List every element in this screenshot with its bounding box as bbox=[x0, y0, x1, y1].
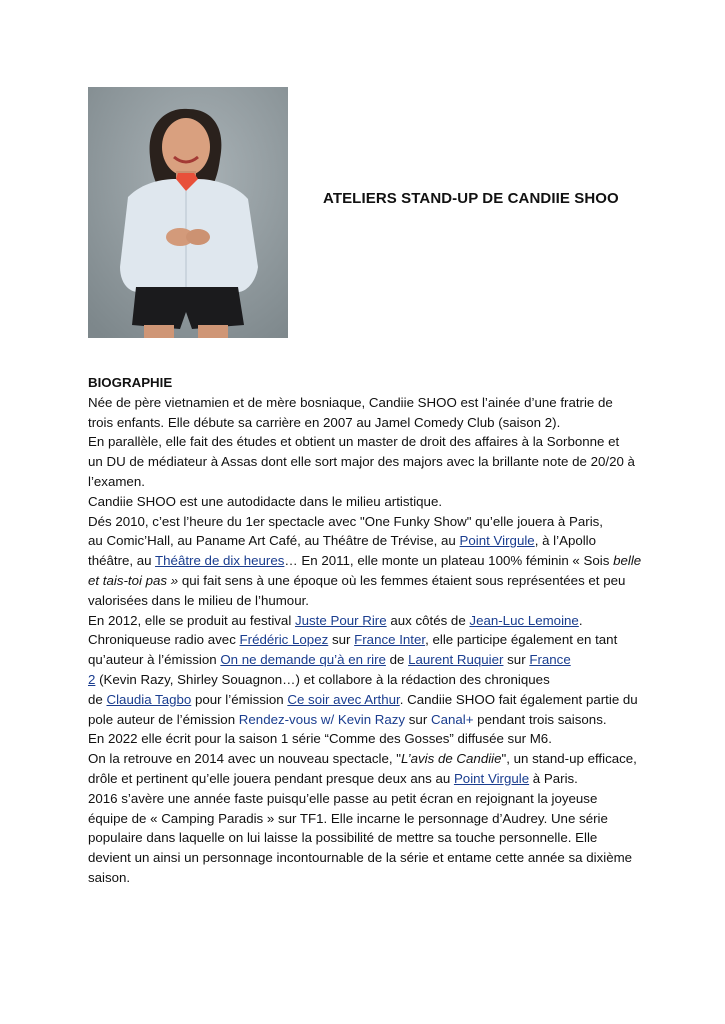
bio-text: saison. bbox=[88, 869, 131, 885]
page-title: ATELIERS STAND-UP DE CANDIIE SHOO bbox=[323, 190, 619, 207]
bio-line bbox=[88, 611, 648, 631]
bio-text: pendant trois saisons. bbox=[473, 711, 607, 727]
bio-link[interactable]: Claudia Tagbo bbox=[106, 691, 192, 707]
bio-link[interactable]: Théâtre de dix heures bbox=[155, 553, 285, 569]
bio-blue-text: Rendez-vous w/ Kevin Razy bbox=[238, 711, 406, 727]
bio-text: … En 2011, elle monte un plateau 100% féminin « Sois bbox=[284, 553, 614, 569]
bio-text: Candiie SHOO est une autodidacte dans le milieu artistique. bbox=[88, 493, 443, 509]
bio-text: au Comic’Hall, au Paname Art Café, au Théâtre de Trévise, au bbox=[88, 533, 460, 549]
bio-link[interactable]: France bbox=[529, 652, 571, 668]
bio-text: l’examen. bbox=[88, 473, 145, 489]
bio-line bbox=[88, 393, 648, 413]
bio-link[interactable]: On ne demande qu’à en rire bbox=[220, 652, 386, 668]
bio-text: trois enfants. Elle débute sa carrière en 2007 au Jamel Comedy Club (saison 2). bbox=[88, 414, 561, 430]
bio-link[interactable]: Ce soir avec Arthur bbox=[287, 691, 400, 707]
bio-text: 2016 s’avère une année faste puisqu’elle passe au petit écran en rejoignant la joyeuse bbox=[88, 790, 598, 806]
bio-link[interactable]: 2 bbox=[88, 671, 96, 687]
bio-text: pole auteur de l’émission bbox=[88, 711, 239, 727]
bio-text: . bbox=[578, 612, 583, 628]
bio-line bbox=[88, 789, 648, 809]
bio-text: Née de père vietnamien et de mère bosniaque, Candiie SHOO est l’ainée d’une fratrie de bbox=[88, 394, 613, 410]
bio-text: On la retrouve en 2014 avec un nouveau spectacle, " bbox=[88, 751, 401, 767]
bio-text: , à l’Apollo bbox=[534, 533, 597, 549]
bio-line bbox=[88, 828, 648, 848]
bio-text: de bbox=[385, 652, 409, 668]
bio-text: drôle et pertinent qu’elle jouera pendant presque deux ans au bbox=[88, 770, 454, 786]
biography-text bbox=[88, 393, 648, 888]
bio-line bbox=[88, 452, 648, 472]
bio-text: pour l’émission bbox=[191, 691, 288, 707]
bio-line bbox=[88, 472, 648, 492]
bio-line bbox=[88, 630, 648, 650]
bio-line bbox=[88, 531, 648, 551]
bio-line bbox=[88, 551, 648, 571]
bio-link[interactable]: Point Virgule bbox=[459, 533, 535, 549]
bio-line bbox=[88, 749, 648, 769]
bio-line bbox=[88, 512, 648, 532]
section-heading: BIOGRAPHIE bbox=[88, 375, 173, 390]
bio-text: théâtre, au bbox=[88, 553, 156, 569]
bio-italic-text: et tais-toi pas » bbox=[88, 572, 179, 588]
bio-text: , elle participe également en tant bbox=[425, 632, 618, 648]
bio-text: Chroniqueuse radio avec bbox=[88, 632, 240, 648]
bio-text: sur bbox=[405, 711, 431, 727]
bio-line bbox=[88, 571, 648, 591]
bio-line bbox=[88, 868, 648, 888]
bio-text: Dés 2010, c’est l’heure du 1er spectacle avec "One Funky Show" qu’elle jouera à Paris, bbox=[88, 513, 604, 529]
bio-blue-text: Canal+ bbox=[430, 711, 474, 727]
bio-link[interactable]: Laurent Ruquier bbox=[408, 652, 504, 668]
bio-line bbox=[88, 591, 648, 611]
bio-line bbox=[88, 650, 648, 670]
bio-text: à Paris. bbox=[529, 770, 578, 786]
bio-text: (Kevin Razy, Shirley Souagnon…) et collabore à la rédaction des chroniques bbox=[95, 671, 550, 687]
bio-link[interactable]: Point Virgule bbox=[453, 770, 530, 786]
bio-text: équipe de « Camping Paradis » sur TF1. Elle incarne le personnage d’Audrey. Une série bbox=[88, 810, 608, 826]
biography bbox=[88, 373, 648, 888]
bio-line bbox=[88, 413, 648, 433]
portrait-photo bbox=[88, 87, 288, 338]
bio-line bbox=[88, 729, 648, 749]
bio-text: devient un ainsi un personnage incontournable de la série et entame cette année sa dixième bbox=[88, 850, 633, 866]
bio-line bbox=[88, 432, 648, 452]
bio-link[interactable]: Juste Pour Rire bbox=[294, 612, 387, 628]
bio-italic-text: L’avis de Candiie bbox=[400, 751, 502, 767]
bio-text: qui fait sens à une époque où les femmes étaient sous représentées et peu bbox=[178, 572, 626, 588]
bio-link[interactable]: Frédéric Lopez bbox=[239, 632, 329, 648]
bio-text: qu’auteur à l’émission bbox=[88, 652, 221, 668]
bio-text: En parallèle, elle fait des études et obtient un master de droit des affaires à la Sorbonne et bbox=[88, 434, 620, 450]
bio-text: ", un stand-up efficace, bbox=[501, 751, 637, 767]
bio-text: sur bbox=[328, 632, 355, 648]
bio-text: de bbox=[88, 691, 107, 707]
bio-line bbox=[88, 848, 648, 868]
bio-text: En 2022 elle écrit pour la saison 1 série “Comme des Gosses” diffusée sur M6. bbox=[88, 731, 552, 747]
bio-line bbox=[88, 809, 648, 829]
bio-text: populaire dans laquelle on lui laisse la possibilité de mettre sa touche personnelle. Elle bbox=[88, 830, 598, 846]
bio-line bbox=[88, 670, 648, 690]
bio-link[interactable]: France Inter bbox=[354, 632, 426, 648]
bio-line bbox=[88, 710, 648, 730]
bio-text: sur bbox=[503, 652, 530, 668]
bio-italic-text: belle bbox=[613, 553, 642, 569]
bio-line bbox=[88, 492, 648, 512]
bio-link[interactable]: Jean-Luc Lemoine bbox=[469, 612, 579, 628]
bio-text: . Candiie SHOO fait également partie du bbox=[399, 691, 638, 707]
bio-text: En 2012, elle se produit au festival bbox=[88, 612, 295, 628]
bio-text: aux côtés de bbox=[386, 612, 470, 628]
bio-text: valorisées dans le milieu de l’humour. bbox=[88, 592, 309, 608]
bio-line bbox=[88, 690, 648, 710]
bio-line bbox=[88, 769, 648, 789]
bio-text: un DU de médiateur à Assas dont elle sort major des majors avec la brillante note de 20/20 à bbox=[88, 454, 635, 470]
